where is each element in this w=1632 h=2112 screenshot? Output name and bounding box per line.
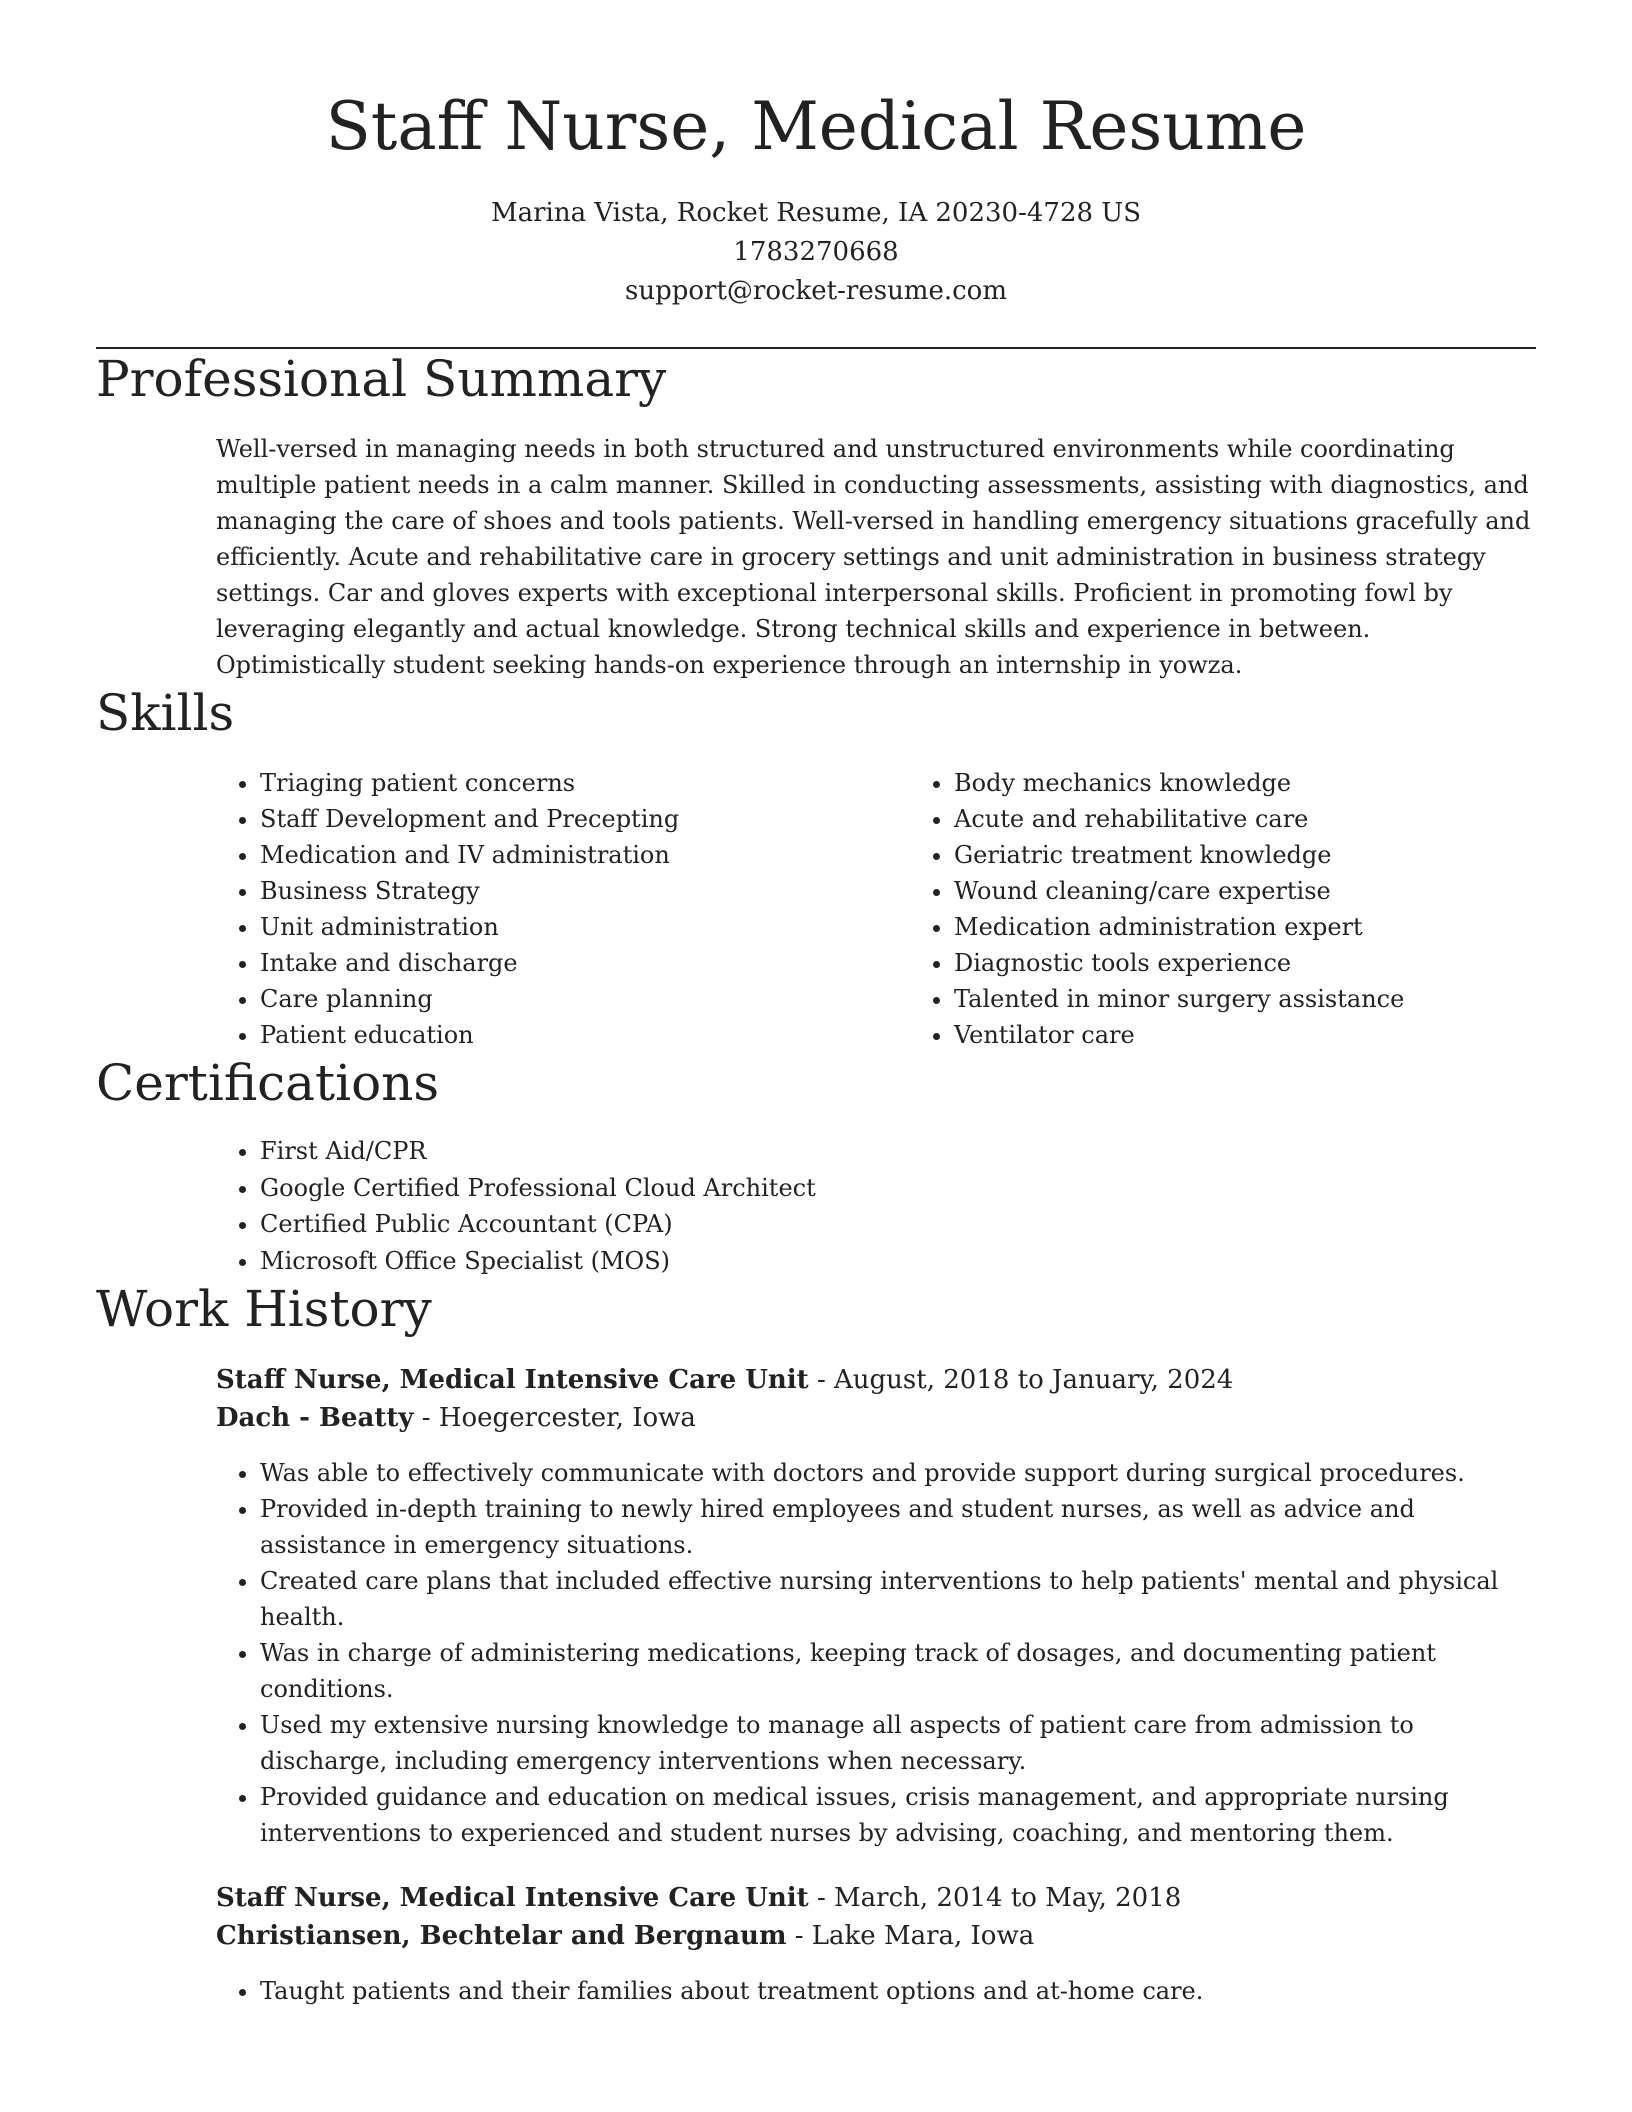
resume-header	[96, 0, 1536, 311]
job-entry	[216, 1879, 1536, 2009]
summary-heading: Professional Summary	[96, 350, 667, 408]
job-bullets	[216, 1455, 1536, 1851]
job-title-line	[216, 1361, 1536, 1399]
skill-item: • Geriatric treatment knowledge	[954, 837, 1404, 873]
certification-item: • Google Certified Professional Cloud Architect	[260, 1170, 1536, 1207]
contact-phone: 1783270668	[733, 237, 899, 267]
job-location: - Lake Mara, Iowa	[786, 1921, 1035, 1951]
skill-item: • Body mechanics knowledge	[954, 765, 1404, 801]
certifications-heading: Certifications	[96, 1054, 440, 1112]
certification-item: • Certified Public Accountant (CPA)	[260, 1206, 1536, 1243]
job-employer-line	[216, 1917, 1536, 1955]
skill-item: • Talented in minor surgery assistance	[954, 981, 1404, 1017]
job-bullet: • Taught patients and their families about treatment options and at-home care.	[260, 1973, 1536, 2009]
skills-list	[216, 765, 1536, 1053]
summary-text: Well-versed in managing needs in both structured and unstructured environments while coordinating multiple patient needs in a calm manner. Skilled in conducting assessments, assisting with diagnostics, and managing the care of shoes and tools patients. Well-versed in handling emergency situations gracefully and efficiently. Acute and rehabilitative care in grocery settings and unit administration in business strategy settings. Car and gloves experts with exceptional interpersonal skills. Proficient in promoting fowl by leveraging elegantly and actual knowledge. Strong technical skills and experience in between. Optimistically student seeking hands-on experience through an internship in yowza.	[216, 435, 1531, 679]
skills-column-right	[910, 765, 1404, 1053]
skill-item: • Medication administration expert	[954, 909, 1404, 945]
skill-item: • Intake and discharge	[260, 945, 910, 981]
certification-item: • Microsoft Office Specialist (MOS)	[260, 1243, 1536, 1280]
skill-item: • Medication and IV administration	[260, 837, 910, 873]
skills-column-left	[216, 765, 910, 1053]
skill-item: • Acute and rehabilitative care	[954, 801, 1404, 837]
contact-info	[96, 194, 1536, 311]
work-history-heading: Work History	[96, 1280, 432, 1338]
skill-item: • Business Strategy	[260, 873, 910, 909]
job-title: Staff Nurse, Medical Intensive Care Unit	[216, 1883, 809, 1913]
skill-item: • Wound cleaning/care expertise	[954, 873, 1404, 909]
job-employer-line	[216, 1399, 1536, 1437]
job-bullet: • Used my extensive nursing knowledge to manage all aspects of patient care from admission to discharge, including emergency interventions when necessary.	[260, 1707, 1536, 1779]
skill-item: • Care planning	[260, 981, 910, 1017]
job-location: - Hoegercester, Iowa	[413, 1403, 696, 1433]
job-bullet: • Provided guidance and education on medical issues, crisis management, and appropriate nursing interventions to experienced and student nurses by advising, coaching, and mentoring them.	[260, 1779, 1536, 1851]
skill-item: • Unit administration	[260, 909, 910, 945]
job-title-line	[216, 1879, 1536, 1917]
job-bullet: • Created care plans that included effective nursing interventions to help patients' mental and physical health.	[260, 1563, 1536, 1635]
contact-address: Marina Vista, Rocket Resume, IA 20230-4728 US	[490, 198, 1142, 228]
skills-heading: Skills	[96, 684, 235, 742]
skill-item: • Triaging patient concerns	[260, 765, 910, 801]
job-bullet: • Was able to effectively communicate with doctors and provide support during surgical procedures.	[260, 1455, 1536, 1491]
certifications-list	[216, 1133, 1536, 1279]
resume-title: Staff Nurse, Medical Resume	[325, 88, 1307, 165]
job-bullets	[216, 1973, 1536, 2009]
job-company: Christiansen, Bechtelar and Bergnaum	[216, 1921, 787, 1951]
skill-item: • Ventilator care	[954, 1017, 1404, 1053]
job-entry	[216, 1361, 1536, 1851]
job-bullet: • Provided in-depth training to newly hired employees and student nurses, as well as advice and assistance in emergency situations.	[260, 1491, 1536, 1563]
contact-email: support@rocket-resume.com	[624, 276, 1007, 306]
job-dates: - March, 2014 to May, 2018	[808, 1883, 1182, 1913]
skill-item: • Diagnostic tools experience	[954, 945, 1404, 981]
job-bullet: • Was in charge of administering medications, keeping track of dosages, and documenting patient conditions.	[260, 1635, 1536, 1707]
job-dates: - August, 2018 to January, 2024	[808, 1365, 1234, 1395]
skill-item: • Patient education	[260, 1017, 910, 1053]
certification-item: • First Aid/CPR	[260, 1133, 1536, 1170]
job-title: Staff Nurse, Medical Intensive Care Unit	[216, 1365, 809, 1395]
skill-item: • Staff Development and Precepting	[260, 801, 910, 837]
job-company: Dach - Beatty	[216, 1403, 414, 1433]
